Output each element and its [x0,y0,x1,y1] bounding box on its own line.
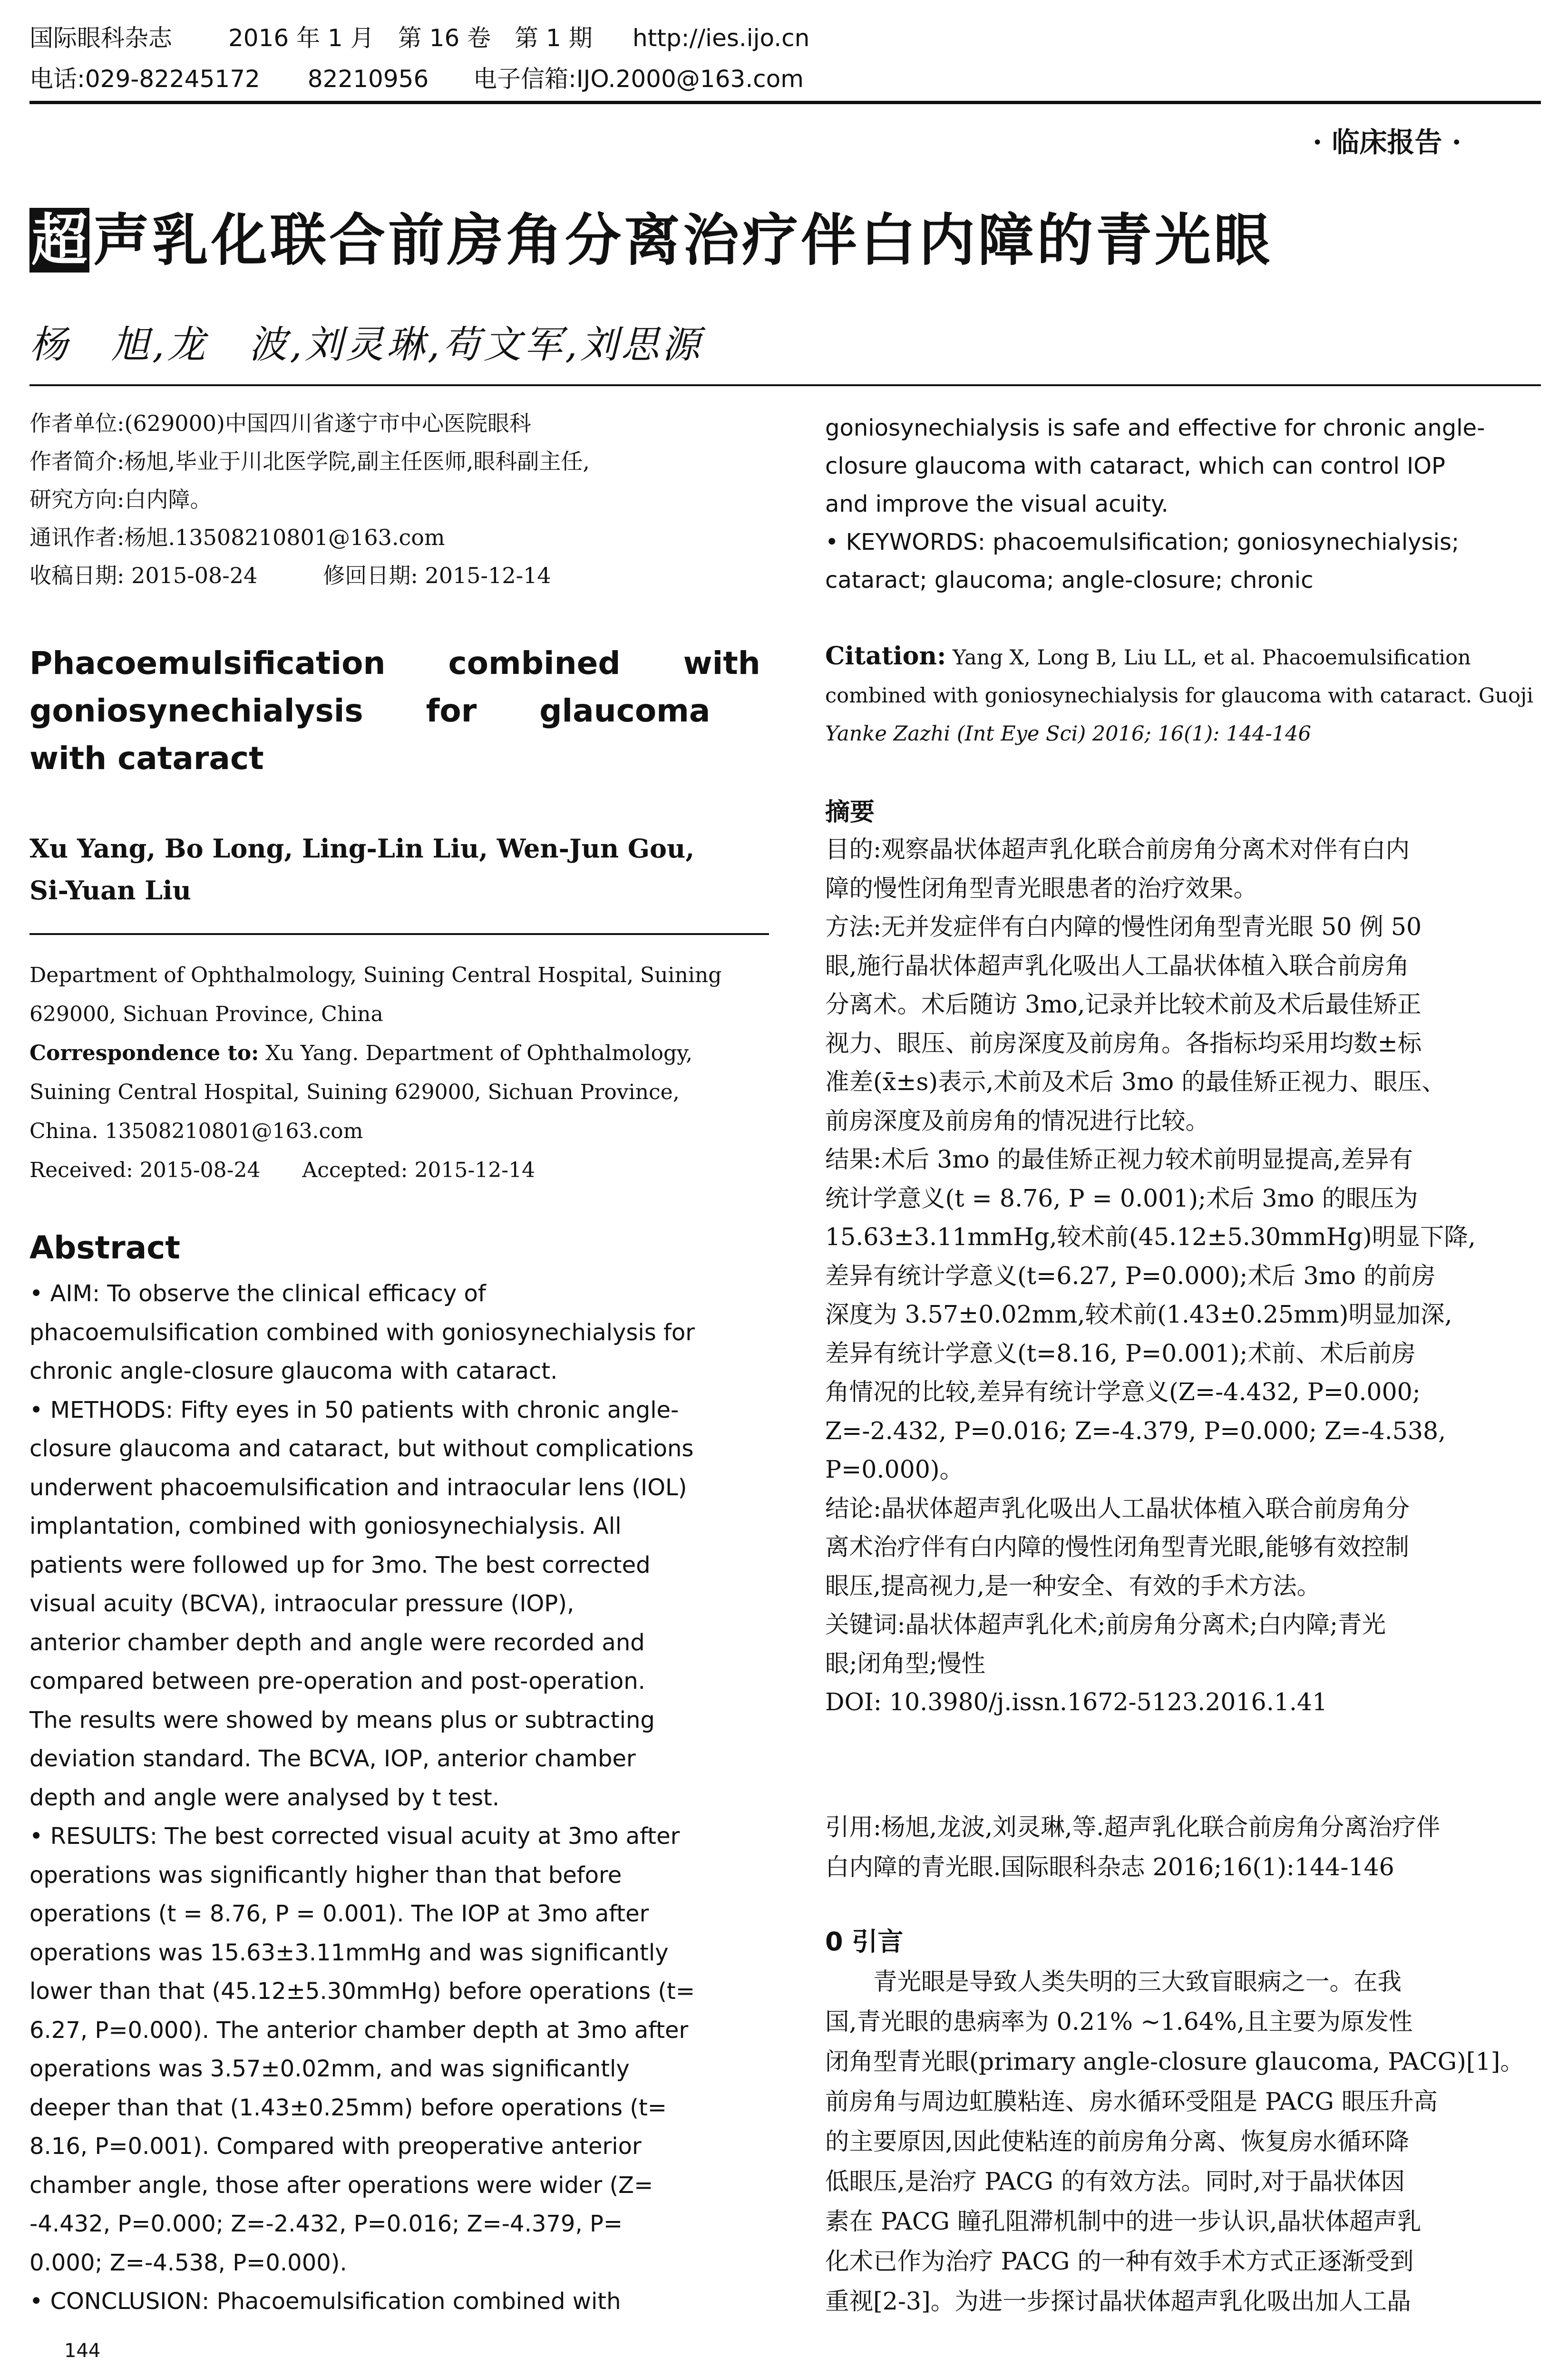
info-line: 作者简介:杨旭,毕业于川北医学院,副主任医师,眼科副主任, [29,448,590,474]
en-title-line: with cataract [29,740,264,777]
abstract-line: chronic angle-closure glaucoma with cataract. [29,1358,558,1384]
article-title [29,205,1273,276]
abstract-cn-line: P=0.000)。 [825,1455,964,1483]
section-tag: · 临床报告 · [1313,126,1461,158]
abstract-line: goniosynechialysis is safe and effective for chronic angle- [825,415,1485,441]
en-author-line: Xu Yang, Bo Long, Ling-Lin Liu, Wen-Jun Gou, [29,833,695,864]
intro-line: 低眼压,是治疗 PACG 的有效方法。同时,对于晶状体因 [825,2167,1405,2195]
abstract-cn [825,830,1543,1722]
citation-line: Yanke Zazhi (Int Eye Sci) 2016; 16(1): 144-146 [825,722,1311,746]
journal-url: http://ies.ijo.cn [633,24,810,52]
abstract-line: patients were followed up for 3mo. The best corrected [29,1551,651,1578]
citation-line: combined with goniosynechialysis for glaucoma with cataract. Guoji [825,684,1534,708]
abstract-cn-line: Z=-2.432, P=0.016; Z=-4.379, P=0.000; Z=-4.538, [825,1416,1446,1445]
abstract-line: operations was significantly higher than that before [29,1861,622,1889]
abstract-line: • METHODS: Fifty eyes in 50 patients with chronic angle- [29,1396,679,1423]
abstract-line: 6.27, P=0.000). The anterior chamber depth at 3mo after [29,2017,689,2044]
abstract-cn-line: 方法:无并发症伴有白内障的慢性闭角型青光眼 50 例 50 [825,913,1422,941]
abstract-line: underwent phacoemulsification and intraocular lens (IOL) [29,1474,687,1501]
abstract-line: anterior chamber depth and angle were recorded and [29,1629,645,1656]
title-rule [29,384,1541,386]
abstract-line: 8.16, P=0.001). Compared with preoperative anterior [29,2133,642,2160]
abstract-cn-line: 统计学意义(t = 8.76, P = 0.001);术后 3mo 的眼压为 [825,1184,1418,1212]
abstract-cn-line: 障的慢性闭角型青光眼患者的治疗效果。 [825,874,1257,902]
keywords-line: • KEYWORDS: phacoemulsification; goniosynechialysis; [825,529,1460,555]
cite-cn-line: 引用:杨旭,龙波,刘灵琳,等.超声乳化联合前房角分离治疗伴 [825,1813,1441,1841]
info-line: 通讯作者:杨旭.13508210801@163.com [29,525,445,550]
abstract-cn-line: 角情况的比较,差异有统计学意义(Z=-4.432, P=0.000; [825,1378,1421,1406]
abstract-cn-line: 准差(x̄±s)表示,术前及术后 3mo 的最佳矫正视力、眼压、 [825,1068,1446,1096]
en-title-line: Phacoemulsification combined with [29,645,760,682]
intro-line: 素在 PACG 瞳孔阻滞机制中的进一步认识,晶状体超声乳 [825,2207,1422,2235]
abstract-line: The results were showed by means plus or subtracting [29,1706,655,1734]
abstract-cn-line: 结论:晶状体超声乳化吸出人工晶状体植入联合前房角分 [825,1494,1410,1522]
header-rule [29,101,1541,104]
abstract-line: and improve the visual acuity. [825,491,1169,517]
intro-body [825,1962,1543,2321]
citation-block: Citation: Yang X, Long B, Liu LL, et al. Phacoemulsification combined with goniosynechialysis for glaucoma with cataract. Guoji Yanke Zazhi (Int Eye Sci) 2016; 16(1): 144-146 [825,637,1543,753]
abstract-line: • AIM: To observe the clinical efficacy of [29,1280,486,1307]
abstract-line: 0.000; Z=-4.538, P=0.000). [29,2249,347,2276]
journal-name: 国际眼科杂志 [29,24,172,52]
author-info-block [29,404,769,594]
intro-line: 重视[2-3]。为进一步探讨晶状体超声乳化吸出加人工晶 [825,2287,1411,2315]
authors-cn: 杨 旭,龙 波,刘灵琳,苟文军,刘思源 [29,322,703,367]
abstract-cn-line: 15.63±3.11mmHg,较术前(45.12±5.30mmHg)明显下降, [825,1223,1476,1251]
abstract-line: deviation standard. The BCVA, IOP, anterior chamber [29,1745,636,1772]
abstract-line: operations was 15.63±3.11mmHg and was significantly [29,1939,669,1966]
phone-info: 电话:029-82245172 82210956 [29,65,429,93]
correspondence-line: Suining Central Hospital, Suining 629000, Sichuan Province, [29,1080,680,1104]
abstract-cn-line: 目的:观察晶状体超声乳化联合前房角分离术对伴有白内 [825,835,1410,863]
email-info: 电子信箱:IJO.2000@163.com [473,65,804,93]
abstract-line: • RESULTS: The best corrected visual acuity at 3mo after [29,1823,680,1850]
abstract-cn-line: 差异有统计学意义(t=8.16, P=0.001);术前、术后前房 [825,1339,1416,1367]
abstract-cn-line: DOI: 10.3980/j.issn.1672-5123.2016.1.41 [825,1688,1328,1716]
abstract-cn-line: 眼;闭角型;慢性 [825,1649,986,1677]
info-line: 作者单位:(629000)中国四川省遂宁市中心医院眼科 [29,410,531,436]
abstract-cn-heading: 摘要 [825,798,875,827]
authors-rule [29,933,769,935]
correspondence-label: Correspondence to: [29,1041,259,1065]
citation-label: Citation: [825,642,946,671]
en-title-line: goniosynechialysis for glaucoma [29,692,711,729]
abstract-cn-line: 深度为 3.57±0.02mm,较术前(1.43±0.25mm)明显加深, [825,1300,1452,1328]
intro-line: 国,青光眼的患病率为 0.21% ~1.64%,且主要为原发性 [825,2007,1413,2036]
abstract-line: visual acuity (BCVA), intraocular pressure (IOP), [29,1590,575,1617]
intro-line: 闭角型青光眼(primary angle-closure glaucoma, PACG)[1]。 [825,2047,1524,2075]
abstract-cn-line: 差异有统计学意义(t=6.27, P=0.000);术后 3mo 的前房 [825,1261,1436,1290]
intro-line: 化术已作为治疗 PACG 的一种有效手术方式正逐渐受到 [825,2247,1414,2275]
cite-cn-block [825,1807,1543,1887]
abstract-line: implantation, combined with goniosynechialysis. All [29,1513,622,1539]
issue-info: 2016 年 1 月 第 16 卷 第 1 期 [228,24,593,52]
intro-line: 青光眼是导致人类失明的三大致盲眼病之一。在我 [825,1968,1402,1996]
correspondence-line: China. 13508210801@163.com [29,1119,363,1143]
correspondence-line: Correspondence to: Xu Yang. Department of Ophthalmology, [29,1041,693,1065]
abstract-cn-line: 前房深度及前房角的情况进行比较。 [825,1106,1209,1135]
abstract-line: chamber angle, those after operations were wider (Z= [29,2172,653,2199]
title-first-char: 超 [29,208,89,273]
abstract-heading: Abstract [29,1229,180,1266]
abstract-line: operations was 3.57±0.02mm, and was significantly [29,2056,630,2082]
abstract-line: • CONCLUSION: Phacoemulsification combined with [29,2288,621,2315]
abstract-line: lower than that (45.12±5.30mmHg) before operations (t= [29,1978,695,2005]
abstract-line: closure glaucoma with cataract, which can control IOP [825,453,1445,479]
keywords-line: cataract; glaucoma; angle-closure; chronic [825,567,1314,594]
abstract-cn-line: 视力、眼压、前房深度及前房角。各指标均采用均数±标 [825,1029,1422,1057]
abstract-line: phacoemulsification combined with goniosynechialysis for [29,1319,695,1346]
en-author-line: Si-Yuan Liu [29,875,191,906]
intro-line: 的主要原因,因此使粘连的前房角分离、恢复房水循环降 [825,2127,1410,2155]
intro-heading: 0 引言 [825,1927,904,1957]
info-line: 研究方向:白内障。 [29,487,212,512]
abstract-cn-line: 眼,施行晶状体超声乳化吸出人工晶状体植入联合前房角 [825,951,1410,980]
info-line: 收稿日期: 2015-08-24 修回日期: 2015-12-14 [29,563,551,588]
abstract-line: compared between pre-operation and post-operation. [29,1668,645,1695]
english-title [29,640,769,782]
intro-line: 前房角与周边虹膜粘连、房水循环受阻是 PACG 眼压升高 [825,2087,1438,2115]
abstract-cn-line: 关键词:晶状体超声乳化术;前房角分离术;白内障;青光 [825,1610,1386,1638]
abstract-cn-line: 眼压,提高视力,是一种安全、有效的手术方法。 [825,1571,1321,1600]
abstract-line: operations (t = 8.76, P = 0.001). The IOP at 3mo after [29,1900,649,1927]
abstract-en-continued [825,409,1543,599]
abstract-line: -4.432, P=0.000; Z=-2.432, P=0.016; Z=-4.379, P= [29,2211,623,2237]
dept-line: 629000, Sichuan Province, China [29,1002,383,1026]
abstract-en [29,1275,769,2321]
cite-cn-line: 白内障的青光眼.国际眼科杂志 2016;16(1):144-146 [825,1853,1394,1881]
english-authors [29,828,769,911]
abstract-cn-line: 分离术。术后随访 3mo,记录并比较术前及术后最佳矫正 [825,990,1422,1018]
dept-line: Department of Ophthalmology, Suining Central Hospital, Suining [29,963,722,987]
title-text: 声乳化联合前房角分离治疗伴白内障的青光眼 [93,207,1273,273]
page-number: 144 [64,2340,101,2362]
affiliation-block [29,956,769,1190]
abstract-line: closure glaucoma and cataract, but without complications [29,1435,694,1462]
abstract-cn-line: 结果:术后 3mo 的最佳矫正视力较术前明显提高,差异有 [825,1145,1413,1173]
abstract-line: deeper than that (1.43±0.25mm) before operations (t= [29,2094,667,2121]
received-dates: Received: 2015-08-24 Accepted: 2015-12-14 [29,1158,536,1182]
abstract-cn-line: 离术治疗伴有白内障的慢性闭角型青光眼,能够有效控制 [825,1533,1410,1561]
abstract-line: depth and angle were analysed by t test. [29,1784,500,1811]
